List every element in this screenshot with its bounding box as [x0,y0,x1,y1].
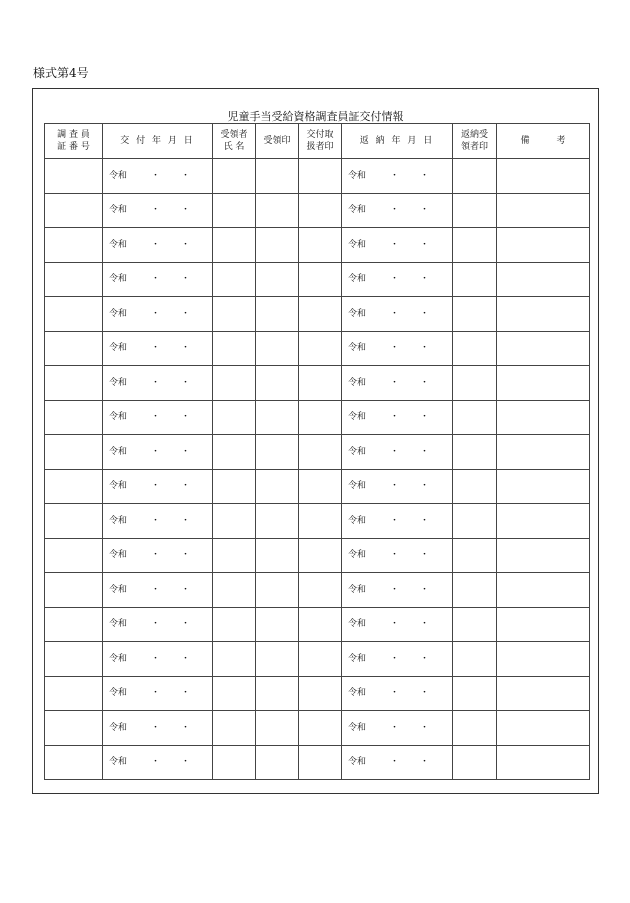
date-separator: ・ [181,170,191,181]
table-row [45,676,590,711]
form-title: 児童手当受給資格調査員証交付情報 [227,110,404,123]
handler-seal-cell[interactable] [299,366,342,401]
return-date-cell[interactable] [342,469,453,504]
date-separator: ・ [420,619,430,630]
recipient-name-cell[interactable] [213,331,256,366]
remarks-cell[interactable] [497,366,590,401]
era-label: 令和 [348,377,367,388]
era-label: 令和 [348,170,367,181]
era-label: 令和 [109,170,128,181]
cert-number-cell[interactable] [45,366,103,401]
return-date-cell[interactable] [342,435,453,470]
header-remarks: 備 考 [497,124,590,159]
recipient-name-cell[interactable] [213,745,256,780]
table-row [45,642,590,677]
return-receiver-seal-cell[interactable] [453,711,497,746]
issue-date-cell[interactable] [103,366,213,401]
header-recipient-line1: 受領者 [220,130,248,140]
date-separator: ・ [420,274,430,285]
date-separator: ・ [181,619,191,630]
date-separator: ・ [181,481,191,492]
cert-number-cell[interactable] [45,435,103,470]
date-separator: ・ [151,584,161,595]
return-date-cell[interactable] [342,366,453,401]
era-label: 令和 [109,239,128,250]
table-row [45,331,590,366]
return-date-cell[interactable] [342,538,453,573]
date-separator: ・ [390,584,400,595]
return-date-cell[interactable] [342,711,453,746]
handler-seal-cell[interactable] [299,538,342,573]
date-separator: ・ [151,308,161,319]
remarks-cell[interactable] [497,331,590,366]
recipient-name-cell[interactable] [213,573,256,608]
date-separator: ・ [181,412,191,423]
date-separator: ・ [151,412,161,423]
table-row [45,573,590,608]
register-body [45,159,590,780]
return-receiver-seal-cell[interactable] [453,331,497,366]
table-row [45,538,590,573]
era-label: 令和 [348,515,367,526]
recipient-name-cell[interactable] [213,366,256,401]
date-separator: ・ [181,653,191,664]
recipient-name-cell[interactable] [213,193,256,228]
handler-seal-cell[interactable] [299,573,342,608]
receipt-seal-cell[interactable] [256,469,299,504]
date-separator: ・ [420,481,430,492]
era-label: 令和 [109,308,128,319]
date-separator: ・ [181,274,191,285]
era-label: 令和 [348,550,367,561]
handler-seal-cell[interactable] [299,504,342,539]
date-separator: ・ [420,722,430,733]
date-separator: ・ [181,688,191,699]
issue-date-cell[interactable] [103,607,213,642]
handler-seal-cell[interactable] [299,676,342,711]
era-label: 令和 [348,757,367,768]
date-separator: ・ [151,688,161,699]
date-separator: ・ [151,343,161,354]
header-cert-number-line2: 証 番 号 [57,142,90,152]
date-separator: ・ [181,757,191,768]
issue-date-cell[interactable] [103,504,213,539]
issue-date-cell[interactable] [103,676,213,711]
return-receiver-seal-cell[interactable] [453,193,497,228]
era-label: 令和 [348,343,367,354]
date-separator: ・ [420,550,430,561]
date-separator: ・ [151,757,161,768]
date-separator: ・ [151,170,161,181]
issue-date-cell[interactable] [103,435,213,470]
issue-date-cell[interactable] [103,193,213,228]
issue-date-cell[interactable] [103,331,213,366]
era-label: 令和 [348,653,367,664]
return-receiver-seal-cell[interactable] [453,745,497,780]
date-separator: ・ [181,550,191,561]
handler-seal-cell[interactable] [299,193,342,228]
date-separator: ・ [420,412,430,423]
recipient-name-cell[interactable] [213,159,256,194]
table-row [45,366,590,401]
era-label: 令和 [109,653,128,664]
remarks-cell[interactable] [497,745,590,780]
era-label: 令和 [109,584,128,595]
remarks-cell[interactable] [497,193,590,228]
recipient-name-cell[interactable] [213,642,256,677]
return-date-cell[interactable] [342,193,453,228]
remarks-cell[interactable] [497,262,590,297]
date-separator: ・ [420,757,430,768]
date-separator: ・ [390,239,400,250]
issue-date-cell[interactable] [103,262,213,297]
cert-number-cell[interactable] [45,573,103,608]
date-separator: ・ [390,343,400,354]
handler-seal-cell[interactable] [299,711,342,746]
receipt-seal-cell[interactable] [256,504,299,539]
date-separator: ・ [181,722,191,733]
issue-date-cell[interactable] [103,538,213,573]
date-separator: ・ [390,412,400,423]
handler-seal-cell[interactable] [299,745,342,780]
receipt-seal-cell[interactable] [256,193,299,228]
date-separator: ・ [390,515,400,526]
return-receiver-seal-cell[interactable] [453,435,497,470]
return-receiver-seal-cell[interactable] [453,642,497,677]
issue-date-cell[interactable] [103,745,213,780]
recipient-name-cell[interactable] [213,297,256,332]
date-separator: ・ [390,481,400,492]
date-separator: ・ [390,550,400,561]
return-receiver-seal-cell[interactable] [453,607,497,642]
date-separator: ・ [390,446,400,457]
remarks-cell[interactable] [497,607,590,642]
date-separator: ・ [390,377,400,388]
handler-seal-cell[interactable] [299,400,342,435]
return-receiver-seal-cell[interactable] [453,504,497,539]
date-separator: ・ [390,757,400,768]
era-label: 令和 [109,205,128,216]
remarks-cell[interactable] [497,538,590,573]
date-separator: ・ [390,722,400,733]
handler-seal-cell[interactable] [299,228,342,263]
header-row [45,124,590,159]
era-label: 令和 [348,412,367,423]
cert-number-cell[interactable] [45,607,103,642]
header-recipient-line2: 氏 名 [223,142,245,152]
recipient-name-cell[interactable] [213,469,256,504]
date-separator: ・ [420,239,430,250]
date-separator: ・ [420,205,430,216]
date-separator: ・ [151,550,161,561]
date-separator: ・ [181,446,191,457]
issue-date-cell[interactable] [103,573,213,608]
date-separator: ・ [420,308,430,319]
remarks-cell[interactable] [497,469,590,504]
era-label: 令和 [109,688,128,699]
date-separator: ・ [390,170,400,181]
return-date-cell[interactable] [342,262,453,297]
header-handler-line1: 交付取 [306,130,334,140]
receipt-seal-cell[interactable] [256,745,299,780]
date-separator: ・ [420,170,430,181]
receipt-seal-cell[interactable] [256,538,299,573]
recipient-name-cell[interactable] [213,400,256,435]
receipt-seal-cell[interactable] [256,711,299,746]
date-separator: ・ [181,584,191,595]
table-row [45,504,590,539]
issue-date-cell[interactable] [103,400,213,435]
issue-date-cell[interactable] [103,297,213,332]
return-date-cell[interactable] [342,400,453,435]
return-date-cell[interactable] [342,297,453,332]
return-date-cell[interactable] [342,331,453,366]
era-label: 令和 [348,688,367,699]
header-return-receiver-seal [453,124,497,159]
return-receiver-seal-cell[interactable] [453,676,497,711]
era-label: 令和 [109,757,128,768]
era-label: 令和 [348,619,367,630]
return-receiver-seal-cell[interactable] [453,297,497,332]
cert-number-cell[interactable] [45,400,103,435]
return-date-cell[interactable] [342,642,453,677]
receipt-seal-cell[interactable] [256,297,299,332]
return-date-cell[interactable] [342,573,453,608]
era-label: 令和 [348,584,367,595]
form-number-label: 様式第4号 [33,66,89,80]
table-row [45,262,590,297]
header-cert-number [45,124,103,159]
receipt-seal-cell[interactable] [256,642,299,677]
recipient-name-cell[interactable] [213,607,256,642]
cert-number-cell[interactable] [45,642,103,677]
receipt-seal-cell[interactable] [256,262,299,297]
recipient-name-cell[interactable] [213,435,256,470]
header-receipt-seal: 受領印 [256,124,299,159]
header-issue-date: 交 付 年 月 日 [103,124,213,159]
header-return-date: 返 納 年 月 日 [342,124,453,159]
cert-number-cell[interactable] [45,159,103,194]
date-separator: ・ [390,653,400,664]
era-label: 令和 [109,343,128,354]
return-receiver-seal-cell[interactable] [453,469,497,504]
table-row [45,193,590,228]
remarks-cell[interactable] [497,297,590,332]
table-row [45,297,590,332]
return-date-cell[interactable] [342,504,453,539]
header-return-receiver-line2: 領者印 [460,142,488,152]
receipt-seal-cell[interactable] [256,676,299,711]
era-label: 令和 [348,481,367,492]
recipient-name-cell[interactable] [213,676,256,711]
table-row [45,435,590,470]
cert-number-cell[interactable] [45,331,103,366]
cert-number-cell[interactable] [45,711,103,746]
return-receiver-seal-cell[interactable] [453,366,497,401]
date-separator: ・ [420,446,430,457]
recipient-name-cell[interactable] [213,228,256,263]
cert-number-cell[interactable] [45,228,103,263]
handler-seal-cell[interactable] [299,469,342,504]
remarks-cell[interactable] [497,400,590,435]
date-separator: ・ [151,274,161,285]
recipient-name-cell[interactable] [213,504,256,539]
header-handler-seal [299,124,342,159]
recipient-name-cell[interactable] [213,538,256,573]
header-cert-number-line1: 調 査 員 [57,130,90,140]
handler-seal-cell[interactable] [299,642,342,677]
cert-number-cell[interactable] [45,745,103,780]
date-separator: ・ [151,515,161,526]
recipient-name-cell[interactable] [213,262,256,297]
return-receiver-seal-cell[interactable] [453,538,497,573]
date-separator: ・ [151,205,161,216]
issue-date-cell[interactable] [103,228,213,263]
date-separator: ・ [151,619,161,630]
era-label: 令和 [109,446,128,457]
date-separator: ・ [151,722,161,733]
date-separator: ・ [151,481,161,492]
receipt-seal-cell[interactable] [256,400,299,435]
era-label: 令和 [348,274,367,285]
issuance-register-table [44,123,590,780]
header-handler-line2: 扱者印 [306,142,334,152]
cert-number-cell[interactable] [45,262,103,297]
return-date-cell[interactable] [342,607,453,642]
era-label: 令和 [109,515,128,526]
table-row [45,228,590,263]
recipient-name-cell[interactable] [213,711,256,746]
handler-seal-cell[interactable] [299,607,342,642]
header-recipient-name [213,124,256,159]
cert-number-cell[interactable] [45,504,103,539]
era-label: 令和 [109,274,128,285]
remarks-cell[interactable] [497,642,590,677]
date-separator: ・ [420,688,430,699]
table-row [45,159,590,194]
handler-seal-cell[interactable] [299,331,342,366]
date-separator: ・ [420,515,430,526]
remarks-cell[interactable] [497,228,590,263]
date-separator: ・ [420,377,430,388]
table-row [45,607,590,642]
return-date-cell[interactable] [342,228,453,263]
remarks-cell[interactable] [497,504,590,539]
remarks-cell[interactable] [497,573,590,608]
date-separator: ・ [181,343,191,354]
era-label: 令和 [109,619,128,630]
receipt-seal-cell[interactable] [256,366,299,401]
date-separator: ・ [181,308,191,319]
era-label: 令和 [109,412,128,423]
date-separator: ・ [420,653,430,664]
receipt-seal-cell[interactable] [256,573,299,608]
issue-date-cell[interactable] [103,711,213,746]
handler-seal-cell[interactable] [299,159,342,194]
receipt-seal-cell[interactable] [256,159,299,194]
issue-date-cell[interactable] [103,469,213,504]
return-date-cell[interactable] [342,159,453,194]
cert-number-cell[interactable] [45,538,103,573]
date-separator: ・ [181,377,191,388]
return-date-cell[interactable] [342,676,453,711]
table-row [45,400,590,435]
era-label: 令和 [348,722,367,733]
era-label: 令和 [109,377,128,388]
table-row [45,711,590,746]
date-separator: ・ [181,239,191,250]
date-separator: ・ [390,274,400,285]
form-frame [32,88,599,794]
remarks-cell[interactable] [497,676,590,711]
receipt-seal-cell[interactable] [256,228,299,263]
date-separator: ・ [390,619,400,630]
receipt-seal-cell[interactable] [256,435,299,470]
handler-seal-cell[interactable] [299,297,342,332]
era-label: 令和 [109,722,128,733]
header-return-receiver-line1: 返納受 [460,130,488,140]
return-receiver-seal-cell[interactable] [453,400,497,435]
receipt-seal-cell[interactable] [256,331,299,366]
date-separator: ・ [390,688,400,699]
era-label: 令和 [348,446,367,457]
cert-number-cell[interactable] [45,469,103,504]
cert-number-cell[interactable] [45,193,103,228]
era-label: 令和 [109,481,128,492]
date-separator: ・ [151,446,161,457]
era-label: 令和 [348,239,367,250]
handler-seal-cell[interactable] [299,262,342,297]
remarks-cell[interactable] [497,159,590,194]
table-row [45,745,590,780]
return-receiver-seal-cell[interactable] [453,228,497,263]
date-separator: ・ [420,584,430,595]
cert-number-cell[interactable] [45,676,103,711]
remarks-cell[interactable] [497,435,590,470]
issue-date-cell[interactable] [103,642,213,677]
date-separator: ・ [151,239,161,250]
date-separator: ・ [151,653,161,664]
date-separator: ・ [390,205,400,216]
receipt-seal-cell[interactable] [256,607,299,642]
table-row [45,469,590,504]
date-separator: ・ [420,343,430,354]
return-date-cell[interactable] [342,745,453,780]
cert-number-cell[interactable] [45,297,103,332]
handler-seal-cell[interactable] [299,435,342,470]
era-label: 令和 [348,308,367,319]
era-label: 令和 [109,550,128,561]
era-label: 令和 [348,205,367,216]
date-separator: ・ [151,377,161,388]
return-receiver-seal-cell[interactable] [453,573,497,608]
date-separator: ・ [181,515,191,526]
date-separator: ・ [181,205,191,216]
issue-date-cell[interactable] [103,159,213,194]
return-receiver-seal-cell[interactable] [453,159,497,194]
return-receiver-seal-cell[interactable] [453,262,497,297]
remarks-cell[interactable] [497,711,590,746]
date-separator: ・ [390,308,400,319]
